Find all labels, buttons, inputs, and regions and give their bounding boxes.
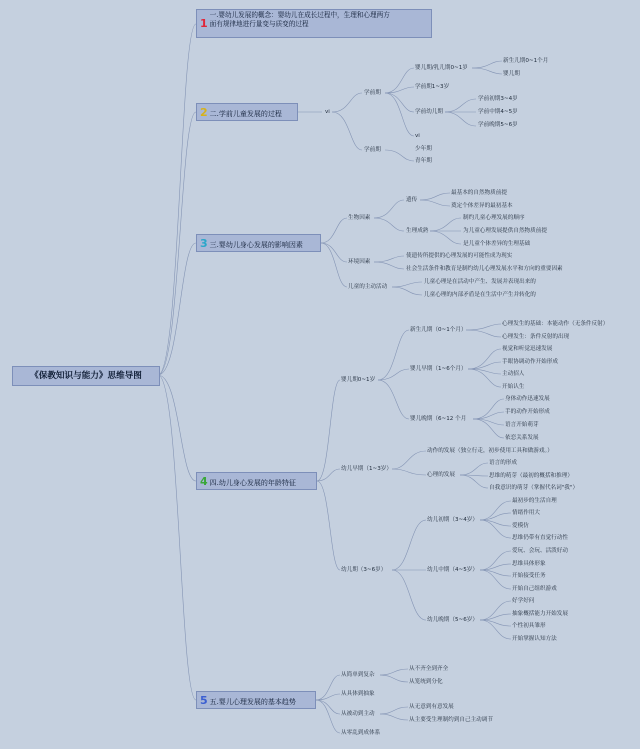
node-early-infancy: 婴儿早期（1~6个月） [410,366,467,372]
branch-number: 4 [200,475,208,488]
node-mid-stage-4: 开始自己组织游戏 [512,586,557,592]
branch-2-process [196,103,298,121]
node-concrete-to-abstract: 从具体到抽象 [341,691,375,697]
mindmap-root-title: 《保教知识与能力》思维导图 [12,366,160,386]
node-active-2: 儿童心理的内部矛盾是在生活中产生并转化的 [424,292,536,298]
node-early-infancy-3: 主动招人 [502,371,525,377]
node-late-stage-2: 抽象概括能力开始发展 [512,611,568,617]
branch-number: 1 [200,17,208,30]
branch-5-trends [196,691,316,709]
node-late-stage-1: 好学好问 [512,598,535,604]
node-early-infancy-2: 手眼协调动作开始形成 [502,359,558,365]
node-mid-stage-1: 爱玩、会玩、活泼好动 [512,548,568,554]
node-childhood-3-6: 幼儿期（3~6岁） [341,567,387,573]
node-early-stage-4: 思维仍带有直觉行动性 [512,535,568,541]
node-preschool-1: 学前期 [364,90,381,96]
node-maturation-1: 制约儿童心理发展的顺序 [463,215,525,221]
branch-label: 四.幼儿身心发展的年龄特征 [209,479,296,487]
node-late-stage-3: 个性初具雏形 [512,623,546,629]
node-late-infancy-4: 依恋关系发展 [505,435,539,441]
node-biological: 生物因素 [348,215,371,221]
node-incomplete-to-complete: 从不齐全到齐全 [409,666,449,672]
node-mid-stage-3: 开始接受任务 [512,573,546,579]
node-heredity-2: 奠定个体差异的最初基本 [451,203,513,209]
node-mid-preschool-stage: 幼儿中期（4~5岁） [427,567,478,573]
node-infant: 婴儿期 [503,71,520,77]
node-mid-preschool: 学前中期4~5岁 [478,109,518,115]
node-late-infancy: 婴儿晚期（6~12 个月 [410,416,467,422]
node-early-stage-1: 最初步的生活自理 [512,498,557,504]
node-heredity: 遗传 [406,197,418,203]
node-active-activity: 儿童的主动活动 [348,284,388,290]
node-mid-stage-2: 思维具体形象 [512,561,546,567]
node-unintentional-to-intentional: 从无意到有意发展 [409,704,454,710]
branch-1-definition [196,9,432,38]
node-preschool-2: 学前期 [364,147,381,153]
node-early-childhood: 幼儿早期（1~3岁） [341,466,392,472]
branch-4-age-features [196,472,317,490]
node-physiological-to-self-regulation: 从主要受生理制约到自己主动调节 [409,717,493,723]
node-infancy-0-1: 婴儿期0~1岁 [341,377,376,383]
node-environment-1: 使遗传所提供的心理发展的可能性成为现实 [406,253,513,259]
node-early-stage-3: 爱模仿 [512,523,529,529]
node-maturation-3: 是儿童个体差异的生理基础 [463,241,531,247]
node-early-infancy-1: 视觉和听觉迅速发展 [502,346,553,352]
node-youth: 青年期 [415,158,432,164]
node-late-preschool: 学前晚期5~6岁 [478,122,518,128]
node-psych-2: 思维的萌芽（最初的概括和推理） [489,473,573,479]
node-heredity-1: 最基本的自然物质前提 [451,190,507,196]
node-newborn-2: 心理发生：条件反射的出现 [502,334,570,340]
node-passive-to-active: 从被动到主动 [341,711,375,717]
node-late-preschool-stage: 幼儿晚期（5~6岁） [427,617,478,623]
node-newborn-1: 心理发生的基础：本能动作（无条件反射） [502,321,609,327]
branch-number: 3 [200,237,208,250]
node-toddler: 学前期1~3岁 [415,84,450,90]
node-late-stage-4: 开始掌握认知方法 [512,636,557,642]
node-psych-1: 语言的形成 [489,460,517,466]
branch-number: 5 [200,694,208,707]
node-active-1: 儿童心理是在活动中产生、发展并表现出来的 [424,279,536,285]
node-psych-3: 自我意识的萌芽（掌握代名词"我"） [489,485,579,491]
node-vi: vi [325,109,330,115]
node-early-stage-2: 情绪作用大 [512,510,540,516]
node-infancy: 婴儿期/乳儿期0~1岁 [415,65,468,71]
branch-number: 2 [200,106,208,119]
node-vi-2: vi [415,133,420,139]
node-maturation: 生理成熟 [406,228,429,234]
branch-1-line-2: 面有规律地进行量变与质变的过程 [209,20,309,28]
branch-label: 五.婴儿心理发展的基本趋势 [209,698,296,706]
node-psych-development: 心理的发展 [427,472,455,478]
node-late-infancy-2: 手的动作开始形成 [505,409,550,415]
node-early-infancy-4: 开始认生 [502,384,525,390]
node-newborn: 新生儿期0~1个月 [503,58,549,64]
node-motor-development: 动作的发展（独立行走，初步使用工具和做游戏。） [427,448,553,454]
node-adolescence: 少年期 [415,146,432,152]
node-early-preschool: 学前初期3~4岁 [478,96,518,102]
branch-label: 二.学前儿童发展的过程 [209,110,282,118]
node-environment-2: 社会生活条件和教育是制约幼儿心理发展水平和方向的重要因素 [406,266,563,272]
branch-label: 三.婴幼儿身心发展的影响因素 [209,241,303,249]
node-chaotic-to-systematic: 从零乱到成体系 [341,730,381,736]
node-late-infancy-3: 语言开始萌芽 [505,422,539,428]
branch-3-factors [196,234,321,252]
node-general-to-differentiated: 从笼统到分化 [409,679,443,685]
node-environment: 环境因素 [348,259,371,265]
node-maturation-2: 为儿童心理发展提供自然物质前提 [463,228,547,234]
node-late-infancy-1: 身体动作迅速发展 [505,396,550,402]
node-newborn-period: 新生儿期（0~1个月） [410,327,467,333]
node-preschool-child: 学前幼儿期 [415,109,443,115]
branch-1-line-1: 一.婴幼儿发展的概念：婴幼儿在成长过程中，生理和心理两方 [209,11,390,19]
node-simple-to-complex: 从简单到复杂 [341,672,375,678]
node-early-preschool-stage: 幼儿初期（3~4岁） [427,517,478,523]
